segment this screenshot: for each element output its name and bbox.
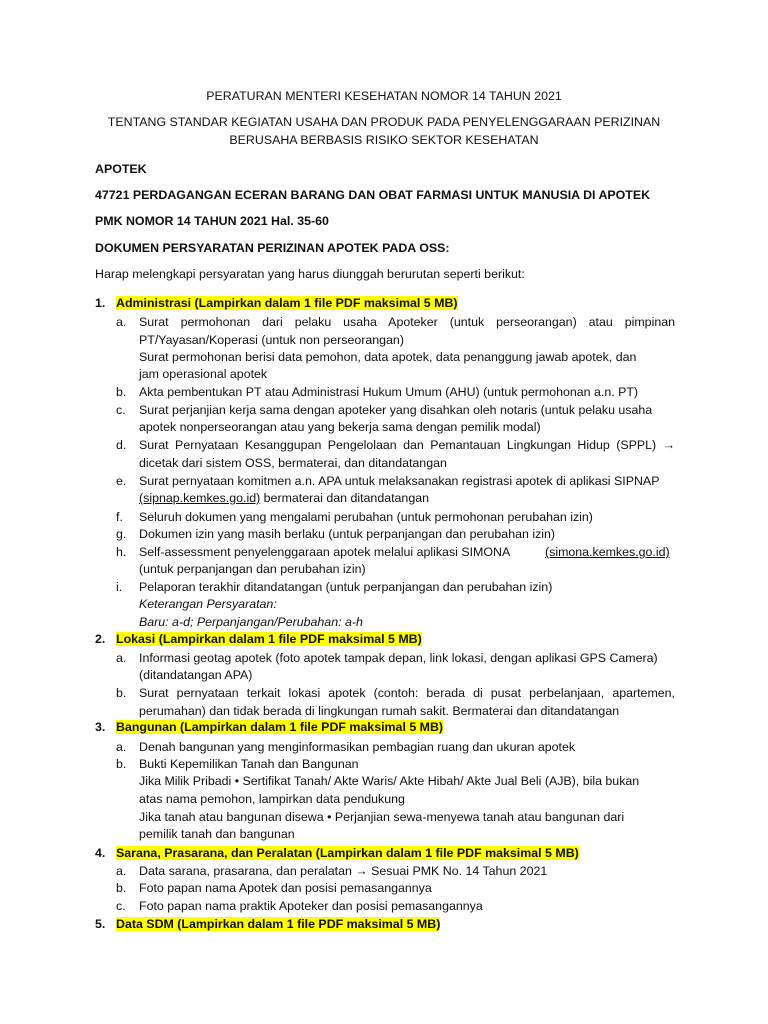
apotek-heading: APOTEK [95,162,147,176]
highlighted-title: Lokasi (Lampirkan dalam 1 file PDF maksimal 5 MB) [116,632,422,646]
sipnap-link[interactable]: (sipnap.kemkes.go.id) [139,491,261,505]
list-item-text: (untuk perpanjangan dan perubahan izin) [139,562,366,576]
regulation-title: PERATURAN MENTERI KESEHATAN NOMOR 14 TAHUN 2021 [206,89,562,103]
highlighted-title: Administrasi (Lampirkan dalam 1 file PDF maksimal 5 MB) [116,296,458,310]
highlighted-title: Data SDM (Lampirkan dalam 1 file PDF maksimal 5 MB) [116,917,441,931]
list-item-text: Foto papan nama Apotek dan posisi pemasangannya [139,881,432,895]
list-item-text: Informasi geotag apotek (foto apotek tampak depan, link lokasi, dengan aplikasi GPS Camera) [139,651,658,665]
list-item-text: Dokumen izin yang masih berlaku (untuk perpanjangan dan perubahan izin) [139,527,556,541]
item-letter: f. [116,510,123,524]
list-item-text: Self-assessment penyelenggaraan apotek melalui aplikasi SIMONA [139,545,511,559]
list-item-text: jam operasional apotek [139,367,268,381]
list-item-text: atas nama pemohon, lampirkan data pendukung [139,792,405,806]
item-letter: b. [116,881,127,895]
list-item-text: apotek nonperseorangan atau yang bekerja sama dengan pemilik modal) [139,420,541,434]
section-sdm-title [116,917,440,931]
simona-link[interactable]: (simona.kemkes.go.id) [545,545,670,559]
list-item-text: pemilik tanah dan bangunan [139,827,295,841]
list-item-text: Jika tanah atau bangunan disewa • Perjanjian sewa-menyewa tanah atau bangunan dari [139,810,625,824]
item-letter: b. [116,757,127,771]
list-item-text: (ditandatangan APA) [139,668,253,682]
regulation-subtitle-line-2: BERUSAHA BERBASIS RISIKO SEKTOR KESEHATAN [229,133,539,147]
item-letter: a. [116,315,127,329]
regulation-subtitle-line-1: TENTANG STANDAR KEGIATAN USAHA DAN PRODUK PADA PENYELENGGARAAN PERIZINAN [107,115,661,129]
list-item-text: Data sarana, prasarana, dan peralatan → Sesuai PMK No. 14 Tahun 2021 [139,864,548,878]
section-number: 1. [95,296,106,310]
item-letter: a. [116,864,127,878]
item-letter: d. [116,438,127,452]
kbli-heading: 47721 PERDAGANGAN ECERAN BARANG DAN OBAT FARMASI UNTUK MANUSIA DI APOTEK [95,188,651,202]
list-item-text: Akta pembentukan PT atau Administrasi Hukum Umum (AHU) (untuk permohonan a.n. PT) [139,385,639,399]
instruction-text: Harap melengkapi persyaratan yang harus diunggah berurutan seperti berikut: [95,267,525,281]
list-item-text: Denah bangunan yang menginformasikan pembagian ruang dan ukuran apotek [139,740,576,754]
highlighted-title: Bangunan (Lampirkan dalam 1 file PDF maksimal 5 MB) [116,720,444,734]
section-sarana-title [116,846,579,860]
section-lokasi-title [116,632,422,646]
list-item-text: Surat Pernyataan Kesanggupan Pengelolaan dan Pemantauan Lingkungan Hidup (SPPL) → [139,438,675,452]
item-letter: g. [116,527,127,541]
requirements-note-title: Keterangan Persyaratan: [139,597,277,611]
list-item-text [139,491,429,505]
list-item-text: Seluruh dokumen yang mengalami perubahan (untuk permohonan perubahan izin) [139,510,593,524]
dokumen-heading: DOKUMEN PERSYARATAN PERIZINAN APOTEK PADA OSS: [95,241,450,255]
item-letter: c. [116,403,126,417]
highlighted-title: Sarana, Prasarana, dan Peralatan (Lampirkan dalam 1 file PDF maksimal 5 MB) [116,846,579,860]
item-letter: a. [116,651,127,665]
list-item-text-rest: bermaterai dan ditandatangan [260,491,429,505]
item-letter: e. [116,474,127,488]
list-item-text: Surat permohonan berisi data pemohon, data apotek, data penanggung jawab apotek, dan [139,350,637,364]
list-item-text: dicetak dari sistem OSS, bermaterai, dan ditandatangan [139,456,447,470]
section-administrasi-title [116,296,458,310]
item-letter: b. [116,686,127,700]
item-letter: h. [116,545,127,559]
list-item-text: Surat pernyataan terkait lokasi apotek (contoh: berada di pusat perbelanjaan, apartemen, [139,686,675,700]
requirements-note-body: Baru: a-d; Perpanjangan/Perubahan: a-h [139,615,363,629]
list-item-text: Pelaporan terakhir ditandatangan (untuk perpanjangan dan perubahan izin) [139,580,553,594]
item-letter: a. [116,740,127,754]
list-item-text: Surat perjanjian kerja sama dengan apoteker yang disahkan oleh notaris (untuk pelaku usaha [139,403,653,417]
item-letter: c. [116,899,126,913]
section-number: 2. [95,632,106,646]
section-number: 3. [95,720,106,734]
pmk-heading: PMK NOMOR 14 TAHUN 2021 Hal. 35-60 [95,214,329,228]
section-number: 4. [95,846,106,860]
section-bangunan-title [116,720,443,734]
list-item-text: Surat permohonan dari pelaku usaha Apoteker (untuk perseorangan) atau pimpinan [139,315,675,329]
item-letter: i. [116,580,123,594]
list-item-text: Jika Milik Pribadi • Sertifikat Tanah/ Akte Waris/ Akte Hibah/ Akte Jual Beli (AJB), bila bukan [139,774,640,788]
list-item-text: Bukti Kepemilikan Tanah dan Bangunan [139,757,359,771]
list-item-text: Surat pernyataan komitmen a.n. APA untuk melaksanakan registrasi apotek di aplikasi SIPNAP [139,474,660,488]
section-number: 5. [95,917,106,931]
list-item-text: perumahan) dan tidak berada di lingkungan rumah sakit. Bermaterai dan ditandatangan [139,704,620,718]
item-letter: b. [116,385,127,399]
list-item-text: Foto papan nama praktik Apoteker dan posisi pemasangannya [139,899,483,913]
list-item-text: PT/Yayasan/Koperasi (untuk non perseorangan) [139,333,404,347]
